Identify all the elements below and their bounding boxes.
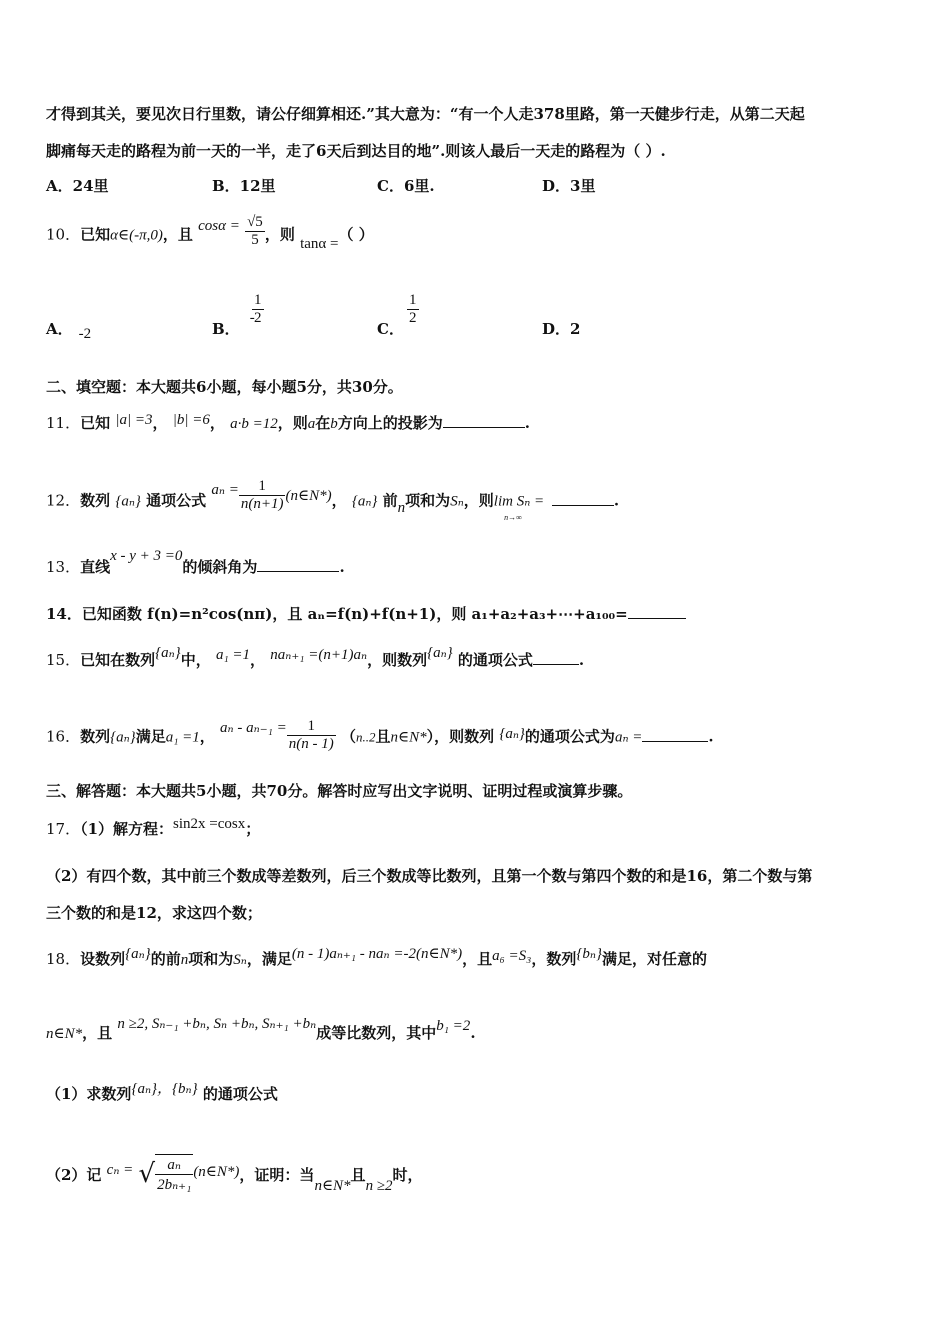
fraction-numerator: 1 — [254, 292, 262, 308]
q10-math-alpha: α∈(-π,0) — [110, 227, 163, 244]
q18-text: ，证明：当 — [239, 1166, 315, 1184]
q12-math: Sₙ — [450, 493, 464, 510]
q10-text: ，且 — [162, 225, 193, 244]
q18-part1 — [46, 1083, 278, 1104]
q9-option-b: B．12里 — [212, 177, 276, 195]
q18-math: {bₙ} — [172, 1081, 198, 1097]
q11-math: b — [330, 416, 338, 432]
q18-text: ，且 — [82, 1024, 113, 1042]
q11-math: a — [307, 416, 316, 432]
option-label: D． — [542, 320, 571, 338]
q12-math: n — [397, 499, 406, 516]
intro-line-1: 才得到其关，要见次日行里数，请公仔细算相还.”其大意为：“有一个人走378里路，第一天健步行走，从第二天起 — [46, 105, 805, 123]
q12-math: aₙ = — [211, 481, 239, 498]
fraction-numerator: 1 — [409, 292, 417, 308]
q12-limit-subscript: n→∞ — [504, 512, 522, 522]
q18-line-2 — [46, 1016, 476, 1043]
q18-text: 成等比数列，其中 — [316, 1024, 437, 1042]
section-3-heading: 三、解答题：本大题共5小题，共70分。解答时应写出文字说明、证明过程或演算步骤。 — [46, 782, 633, 800]
q12-text: 通项公式 — [146, 491, 207, 510]
q9-option-a: A．24里 — [46, 177, 109, 195]
q11-number: 11． — [46, 414, 81, 432]
q17-number: 17． — [46, 820, 81, 838]
q16-math: {aₙ} — [499, 725, 525, 742]
q16-number: 16． — [46, 727, 81, 746]
q18-text: （2）记 — [46, 1166, 102, 1184]
answer-blank[interactable] — [443, 427, 525, 428]
q15-text: 的通项公式 — [457, 651, 533, 669]
q18-fraction — [155, 1154, 193, 1194]
q16-math: {aₙ} — [110, 729, 136, 746]
option-label: A． — [46, 320, 73, 338]
fraction-numerator: √5 — [247, 214, 263, 230]
q16-math: aₙ = — [614, 729, 643, 746]
q18-number: 18． — [46, 950, 81, 968]
q18-text: 项和为 — [188, 950, 234, 968]
option-label: C． — [377, 320, 404, 338]
question-11 — [46, 412, 530, 433]
q18-part2 — [46, 1156, 423, 1196]
q15-text: . — [578, 651, 585, 669]
q18-math: Sₙ — [233, 952, 247, 968]
question-13 — [46, 548, 345, 577]
q10-text: （ ） — [338, 225, 374, 244]
q18-math: {aₙ} — [131, 1081, 158, 1097]
intro-line-2: 脚痛每天走的路程为前一天的一半，走了6天后到达目的地”.则该人最后一天走的路程为（ ）. — [46, 142, 666, 160]
answer-blank[interactable] — [533, 664, 579, 665]
fraction-denominator: n(n - 1) — [288, 736, 334, 752]
q16-text: 且 — [375, 727, 391, 746]
q17-part2-line1: （2）有四个数，其中前三个数成等差数列，后三个数成等比数列，且第一个数与第四个数的和是16，第二个数与第 — [46, 867, 813, 885]
q18-math: b₁ =2 — [436, 1018, 471, 1034]
option-fraction — [249, 292, 264, 327]
q18-text: . — [470, 1024, 476, 1042]
q18-text: （1）求数列 — [46, 1085, 132, 1103]
question-12 — [46, 478, 620, 522]
q10-math-tan: tanα = — [300, 235, 339, 252]
q18-math: n∈N* — [314, 1178, 351, 1194]
q12-math: {aₙ} — [351, 493, 378, 510]
q16-text: . — [708, 727, 714, 746]
q11-text: ，则 — [277, 414, 308, 432]
q13-text: . — [339, 558, 345, 576]
question-17 — [46, 818, 260, 839]
q18-text: 且 — [350, 1166, 366, 1184]
q16-text: ），则数列 — [426, 727, 495, 746]
q15-math: a₁ =1 — [215, 647, 251, 663]
q16-math: aₙ - aₙ₋₁ = — [220, 719, 287, 736]
q13-text: 的倾斜角为 — [182, 558, 258, 576]
question-18 — [46, 948, 707, 969]
q16-fraction — [287, 718, 336, 753]
q16-text: （ — [340, 727, 356, 746]
q10-text: 已知 — [80, 225, 111, 244]
q12-text: ， — [331, 491, 347, 510]
q16-math: a₁ =1 — [165, 729, 200, 746]
q12-text: ，则 — [463, 491, 494, 510]
q9-option-c: C．6里. — [377, 177, 435, 195]
q15-text: 中， — [180, 651, 211, 669]
option-value: 2 — [570, 320, 581, 338]
q10-text: ，则 — [264, 225, 295, 244]
fraction-numerator: 1 — [258, 478, 266, 494]
q18-text: ，数列 — [531, 950, 577, 968]
option-fraction — [407, 292, 419, 327]
answer-blank[interactable] — [257, 571, 339, 572]
q13-math: x - y + 3 =0 — [110, 548, 183, 564]
q18-math: n ≥2, Sₙ₋₁ +bₙ, Sₙ +bₙ, Sₙ₊₁ +bₙ — [117, 1016, 317, 1032]
q18-text: 的前 — [150, 950, 181, 968]
q18-text: 时， — [392, 1166, 423, 1184]
q17-text: （1）解方程： — [80, 820, 174, 838]
fraction-numerator: aₙ — [167, 1157, 181, 1173]
q17-text: ； — [245, 820, 261, 838]
answer-blank[interactable] — [642, 741, 708, 742]
q11-text: 已知 — [80, 414, 111, 432]
option-sign: - — [249, 310, 255, 326]
q15-math: naₙ₊₁ =(n+1)aₙ — [270, 647, 368, 663]
q11-text: ， — [152, 414, 168, 432]
question-15 — [46, 645, 585, 670]
q10-option-c — [377, 292, 417, 339]
q15-text: ， — [250, 651, 266, 669]
section-2-heading: 二、填空题：本大题共6小题，每小题5分，共30分。 — [46, 378, 403, 396]
q18-text: ，且 — [462, 950, 493, 968]
q12-text: 数列 — [80, 491, 111, 510]
fraction-denominator: n(n+1) — [240, 496, 284, 512]
q16-math: n..2 — [355, 729, 376, 745]
question-10 — [46, 214, 374, 253]
q15-math: {aₙ} — [155, 645, 181, 661]
q18-math: n∈N* — [46, 1026, 83, 1042]
fraction-denominator: 2 — [254, 310, 262, 326]
q10-option-b — [212, 292, 262, 339]
q18-math: n — [180, 952, 189, 968]
q10-number: 10． — [46, 225, 81, 244]
q18-text: 设数列 — [80, 950, 126, 968]
q15-number: 15． — [46, 651, 81, 669]
q18-math: (n∈N*) — [193, 1164, 240, 1180]
q16-text: ， — [199, 727, 215, 746]
q15-text: 已知在数列 — [80, 651, 156, 669]
q16-text: 满足 — [135, 727, 166, 746]
question-14 — [46, 603, 686, 624]
q12-math-limit: lim Sₙ = — [493, 493, 545, 510]
q18-text: 满足，对任意的 — [602, 950, 708, 968]
q11-math: a·b =12 — [230, 416, 278, 432]
q18-math: {aₙ} — [125, 946, 151, 962]
q16-text: 的通项公式为 — [524, 727, 615, 746]
option-value: -2 — [78, 326, 92, 342]
sqrt-sign: √ — [138, 1159, 156, 1189]
q13-number: 13． — [46, 558, 81, 576]
fraction-denominator: 2 — [409, 310, 417, 326]
q12-text: . — [613, 491, 620, 510]
q18-math: (n - 1)aₙ₊₁ - naₙ =-2(n∈N*) — [291, 946, 463, 962]
q10-option-a — [46, 318, 92, 342]
q18-math: n ≥2 — [365, 1178, 393, 1194]
q18-math: cₙ = — [106, 1162, 134, 1178]
q10-math-cos: cosα = — [198, 217, 240, 234]
q11-math: |b| =6 — [172, 412, 210, 428]
q12-math: (n∈N*) — [285, 487, 332, 504]
q12-text: 项和为 — [405, 491, 451, 510]
q11-text: ， — [209, 414, 225, 432]
fraction-numerator: 1 — [307, 718, 315, 734]
q12-fraction — [239, 478, 286, 513]
answer-blank[interactable] — [628, 618, 686, 619]
option-label: B． — [212, 320, 240, 338]
q11-text: 在 — [315, 414, 331, 432]
q11-text: . — [524, 414, 530, 432]
q16-math: n∈N* — [390, 729, 427, 746]
q18-text: 的通项公式 — [202, 1085, 278, 1103]
q12-number: 12． — [46, 491, 81, 510]
q10-fraction — [245, 214, 265, 249]
q11-math: |a| =3 — [115, 412, 153, 428]
fraction-denominator: 2bₙ₊₁ — [155, 1174, 193, 1194]
q18-math: ， — [157, 1081, 173, 1097]
q12-text: 前 — [382, 491, 398, 510]
q17-math: sin2x =cosx — [173, 816, 246, 832]
q18-math: a₆ =S₃ — [492, 948, 532, 964]
q18-math: {bₙ} — [576, 946, 602, 962]
q13-text: 直线 — [80, 558, 111, 576]
q9-option-d: D．3里 — [542, 177, 596, 195]
q11-text: 方向上的投影为 — [337, 414, 443, 432]
answer-blank[interactable] — [552, 505, 614, 506]
fraction-denominator: 5 — [245, 231, 265, 249]
q16-text: 数列 — [80, 727, 111, 746]
q18-text: ，满足 — [246, 950, 292, 968]
q15-math: {aₙ} — [427, 645, 453, 661]
q10-option-d — [542, 318, 580, 339]
question-16 — [46, 720, 714, 755]
q17-part2-line2: 三个数的和是12，求这四个数； — [46, 904, 262, 922]
q14-text: 14．已知函数 f(n)=n²cos(nπ)，且 aₙ=f(n)+f(n+1)，则 a₁+a₂+a₃+⋯+a₁₀₀= — [46, 605, 628, 623]
q15-text: ，则数列 — [367, 651, 428, 669]
q12-math: {aₙ} — [115, 493, 141, 510]
